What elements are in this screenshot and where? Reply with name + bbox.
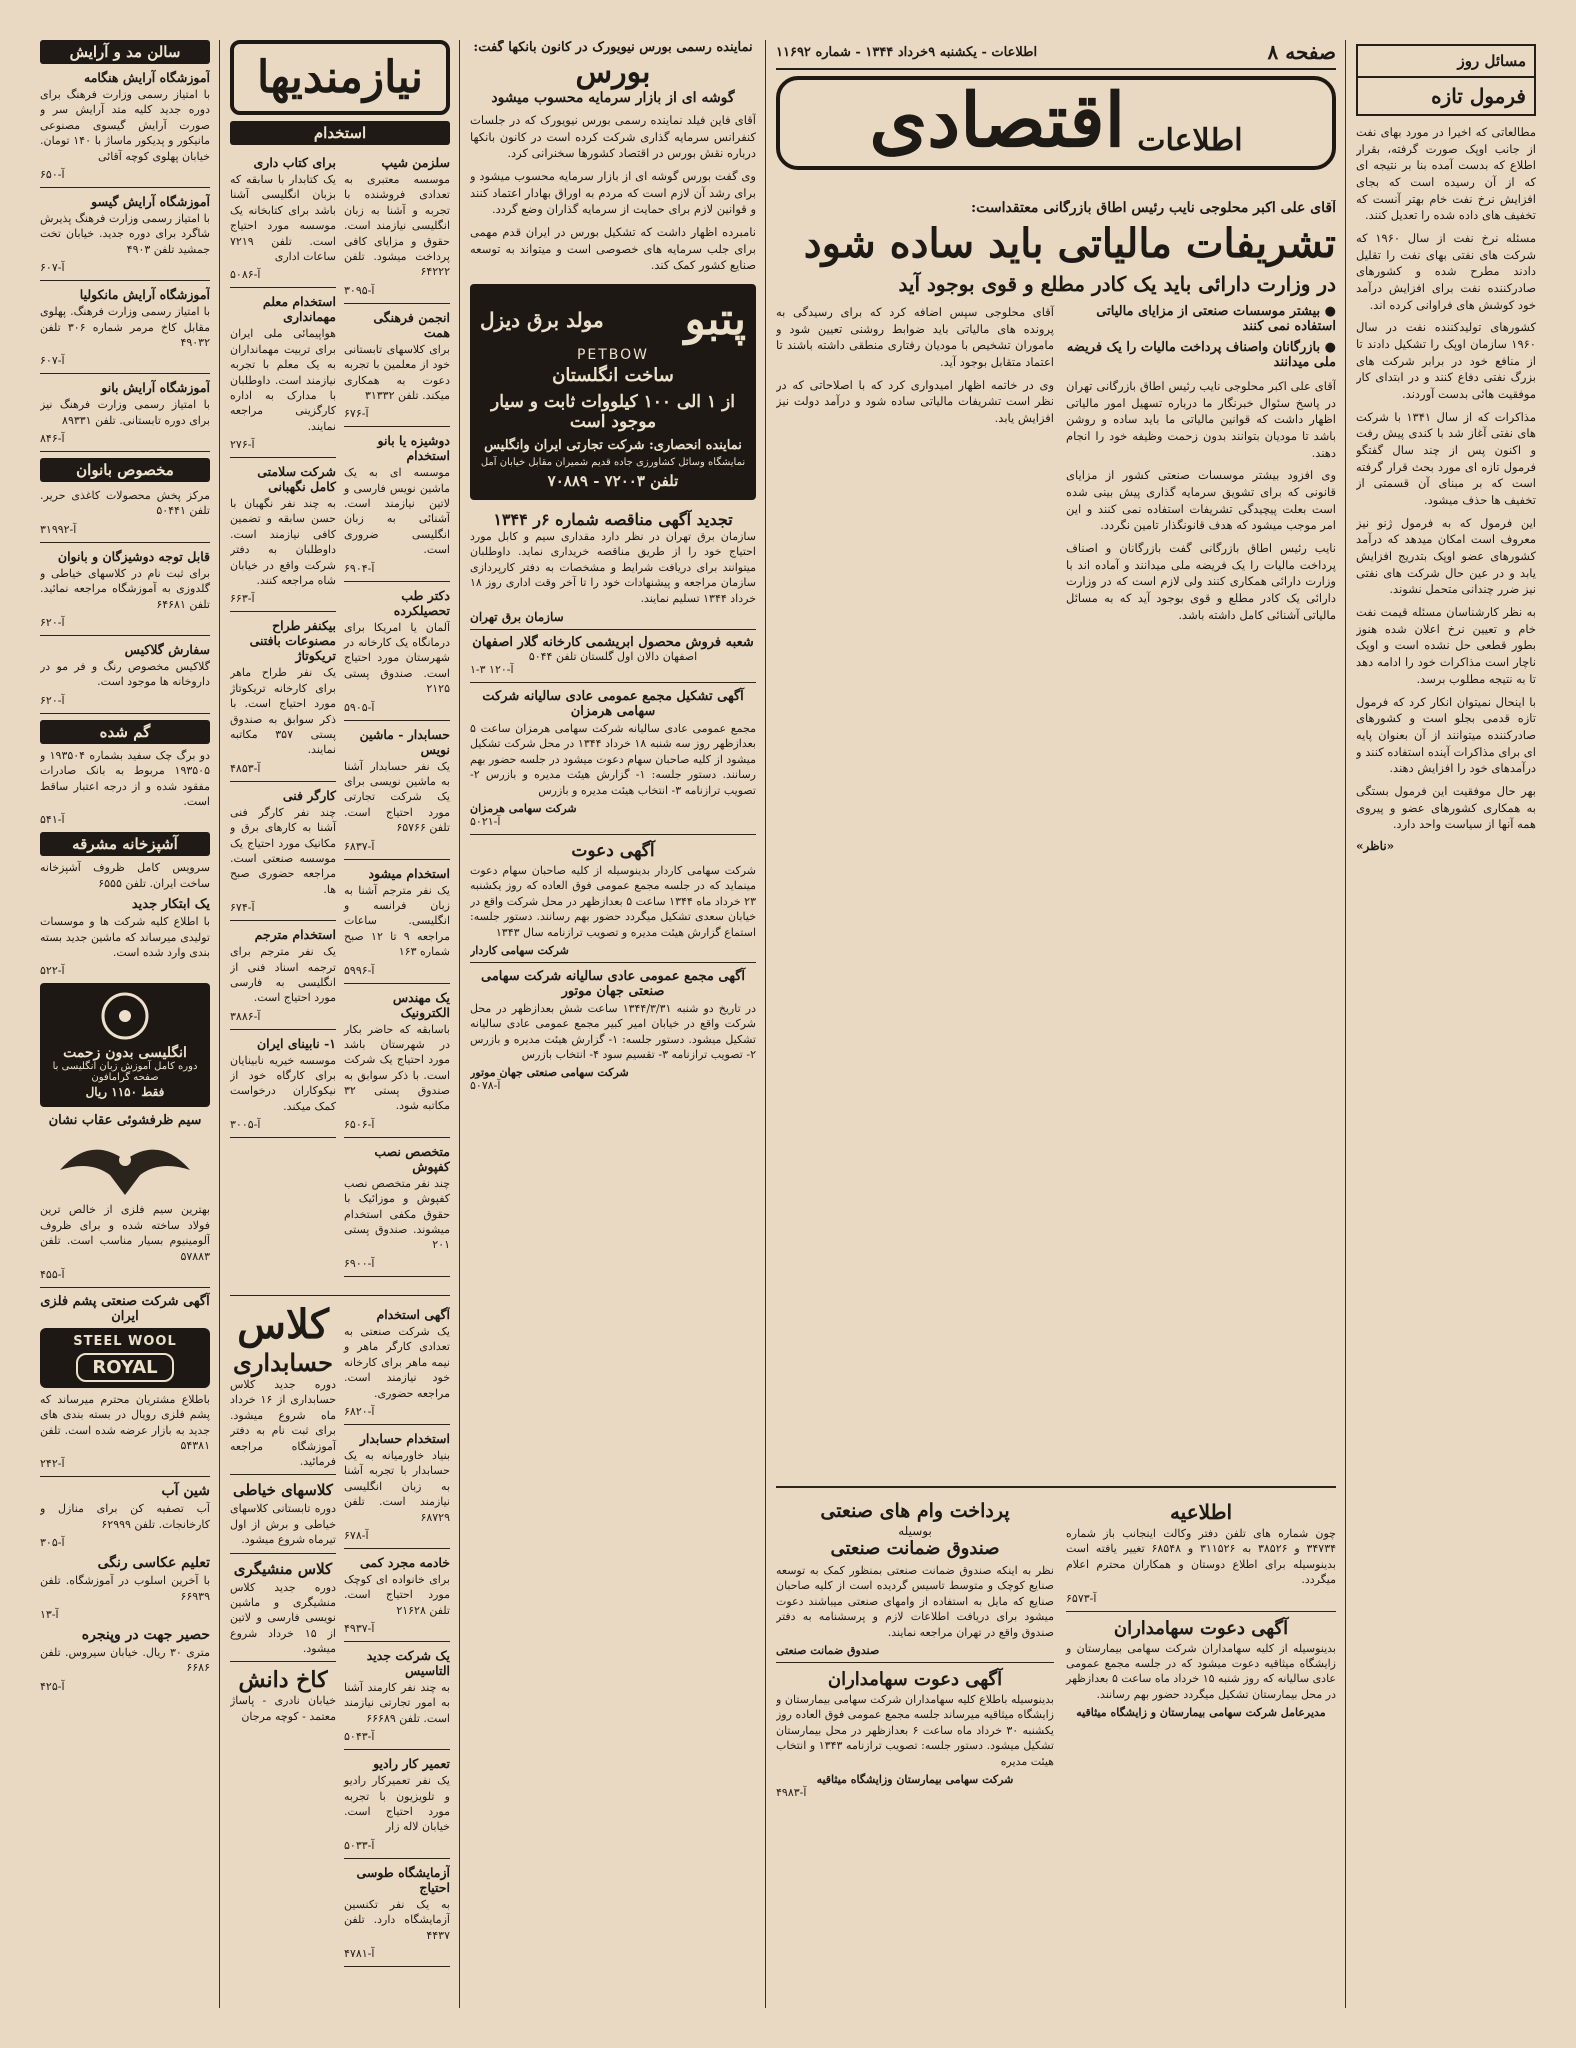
loans-signature: صندوق ضمانت صنعتی [776, 1643, 880, 1657]
ad-code: آ-۶۹۰۰ [344, 1256, 375, 1270]
classified-ad-body: آلمان یا امریکا برای درمانگاه یک کارخانه در شهرستان مورد احتیاج است. صندوق پستی ۲۱۲۵ [344, 620, 450, 696]
classified-ad-title: استخدام میشود [368, 865, 450, 881]
class3-body: دوره جدید کلاس منشیگری و ماشین نویسی فارسی و لاتین از ۱۵ خرداد شروع میشود. [230, 1580, 336, 1656]
classified-ad-body: موسسه خیریه نابینایان برای کارگاه خود از نیکوکاران درخواست کمک میکند. [230, 1053, 336, 1113]
ad-code: آ-۶۵۰ [40, 167, 65, 181]
ladies-header: مخصوص بانوان [40, 458, 210, 482]
classified-ad-body: یک نفر مترجم آشنا به زبان فرانسه و انگلیسی. ساعات مراجعه ۹ تا ۱۲ صبح شماره ۱۶۳ [344, 883, 450, 959]
steel-title: آگهی شرکت صنعتی پشم فلزی ایران [40, 1293, 210, 1324]
classified-ad-title: تعمیر کار رادیو [373, 1756, 450, 1772]
lead-paragraph: آقای علی اکبر محلوجی نایب رئیس اطاق بازرگانی تهران در پاسخ سئوال خبرنگار ما درباره تسهیل امور مالیاتی اظهار داشت که قوانین مالیاتی ما باید ساده و روشن باشد تا مودیان بتوانند بدون زحمت وظیفه خود را انجام دهند. [1066, 379, 1336, 460]
classified-ad-body: یک نفر تعمیرکار رادیو و تلویزیون با تجربه مورد احتیاج است. خیابان لاله زار [344, 1774, 450, 1834]
invite-signature: شرکت سهامی کاردار [470, 943, 569, 957]
english-course-title: انگلیسی بدون زحمت [63, 1045, 187, 1062]
classified-ad-body: برای کلاسهای تابستانی خود از معلمین با تجربه دعوت به همکاری میکند. تلفن ۳۱۳۳۲ [344, 342, 450, 402]
bourse-title: بورس [575, 55, 651, 90]
classified-ad-title: آزمایشگاه طوسی احتیاج [356, 1864, 450, 1895]
editorial-paragraph: این فرمول که به فرمول ژنو نیز معروف است امکان میدهد که درآمد کشورهای عضو اوپک بتدریج افزایش یابد و در عین حال شرکت های نفتی نیز ضرر چندانی متحمل نشوند. [1356, 515, 1536, 597]
classified-ad-body: یک نفر حسابدار آشنا به ماشین نویسی برای یک شرکت تجارتی مورد احتیاج است. تلفن ۶۵۷۶۶ [344, 759, 450, 835]
ladies-ad-title: قابل توجه دوشیزگان و بانوان [57, 548, 210, 564]
tender-body: سازمان برق تهران در نظر دارد مقداری سیم و کابل مورد احتیاج خود را از طریق مناقصه خریداری نماید. داوطلبان میتوانند برای دریافت شرایط و مشخصات به دفتر کارپردازی سازمان مراجعه و پیشنهادات خود را تا آخر وقت اداری روز ۱۸ خرداد ۱۳۴۴ تسلیم نمایند. [470, 530, 756, 605]
editorial-paragraph: بهر حال موفقیت این فرمول بستگی به همکاری کشورهای عضو و پیروی همه آنها از سیاست واحد دارد. [1356, 783, 1536, 832]
bourse-pre: نماینده رسمی بورس نیویورک در کانون بانکها گفت: [473, 40, 753, 55]
shareholders2-signature: شرکت سهامی بیمارستان وزایشگاه میثاقیه [816, 1772, 1014, 1786]
mat-title: حصیر جهت در وپنجره [81, 1627, 210, 1644]
shareholders1-title: آگهی دعوت سهامداران [1113, 1617, 1289, 1639]
ad-code: آ-۵۰۴۳ [344, 1730, 375, 1744]
palace-title: کاخ دانش [238, 1667, 328, 1694]
class2-body: دوره تابستانی کلاسهای خیاطی و برش از اول تیرماه شروع میشود. [230, 1502, 336, 1547]
mat-body: متری ۳۰ ریال. خیابان سیروس. تلفن ۶۶۸۶ [40, 1646, 210, 1675]
loans-title: پرداخت وام های صنعتی [820, 1500, 1010, 1522]
class1-title: کلاس [237, 1301, 329, 1348]
shareholders2-body: بدینوسیله باطلاع کلیه سهامداران شرکت سهامی بیمارستان و زایشگاه میثاقیه میرساند جلسه مجمع عمومی فوق العاده روز یکشنبه ۳۰ خرداد ماه ساعت ۶ بعدازظهر در محل بیمارستان تشکیل میشود. دستور جلسه: تصویب ترازنامه ۱۳۴۳ و انتخاب هیئت مدیره [776, 1692, 1054, 1768]
classified-ad-body: هواپیمائی ملی ایران برای تربیت مهمانداران به یک معلم با تجربه نیازمند است. داوطلبان با مدارک به اداره کارگزینی مراجعه نمایند. [230, 327, 336, 433]
ad-code: آ-۶۰۷ [40, 354, 65, 368]
ad-code: آ-۴۹۳۷ [344, 1622, 375, 1636]
invite-body: شرکت سهامی کاردار بدینوسیله از کلیه صاحبان سهام دعوت مینماید که در جلسه مجمع عمومی فوق العاده که روز یکشنبه ۲۳ خرداد ماه ۱۳۴۴ ساعت ۵ بعدازظهر در محل شرکت واقع در خیابان سعدی تشکیل میگردد حضور بهم رسانند. دستور جلسه: استماع گزارش هیئت مدیره و تصویب ترازنامه سال ۱۳۴۳ [470, 863, 756, 939]
classified-ad-title: استخدام مترجم [254, 927, 336, 943]
ad-code: آ-۵۲۲ [40, 964, 65, 978]
classified-ad-title: کارگر فنی [282, 787, 336, 803]
lead-paragraph: نایب رئیس اطاق بازرگانی گفت بازرگانان و اصناف پرداخت مالیات را یک فریضه ملی میدانند و آماده اند با وزارت دارائی همکاری کنند ولی لازم است که در وزارت دارائی یک کادر مطلع و قوی بوجود آید که به مسائل مالیاتی آشنائی کامل داشته باشد. [1066, 541, 1336, 622]
classified-ad-body: بنیاد خاورمیانه به یک حسابدار با تجربه آشنا به زبان انگلیسی نیازمند است. تلفن ۶۸۷۲۹ [344, 1448, 450, 1524]
ad-code: آ-۶۵۷۳ [1066, 1591, 1097, 1605]
classifieds-col-b-lower [344, 1301, 450, 1972]
ad-code: آ-۶۲۰ [40, 693, 65, 707]
lead-paragraph: آقای محلوجی سپس اضافه کرد که برای رسیدگی به پرونده های مالیاتی باید ضوابط روشنی تعیین شود و ماموران تشخیص با مودیان رفتاری منطقی داشته باشند تا اعتماد متقابل بوجود آید. [776, 305, 1054, 370]
ad-code: آ-۴۷۸۱ [344, 1946, 375, 1960]
ad-code: آ-۲۷۶ [230, 438, 255, 452]
invent-title: یک ابتکار جدید [131, 897, 210, 913]
lead-subhead: در وزارت دارائی باید یک کادر مطلع و قوی بوجود آید [898, 272, 1336, 296]
loans-org: صندوق ضمانت صنعتی [830, 1538, 1000, 1559]
classified-ad-body: چند نفر متخصص نصب کفپوش و موزائیک با حقوق مکفی استخدام میشوند. صندوق پستی ۲۰۱ [344, 1176, 450, 1252]
photo-title: تعلیم عکاسی رنگی [97, 1555, 210, 1572]
petbow-latin: PETBOW [576, 347, 650, 364]
classified-ad-title: دوشیزه یا بانو استخدام [377, 433, 450, 464]
editorial-body [1356, 124, 1536, 833]
lead-paragraph: وی افزود بیشتر موسسات صنعتی کشور از مزایای قانونی که برای تشویق سرمایه گذاری پیش بینی شده است بعلت پیچیدگی تشریفات استفاده نمی کنند و این امر موجب میشود که هدف قانونگذار تامین نگردد. [1066, 468, 1336, 533]
class2-title: کلاسهای خیاطی [233, 1481, 333, 1500]
steel-brand-1: STEEL WOOL [73, 1333, 177, 1349]
editorial-paragraph: مسئله نرخ نفت از سال ۱۹۶۰ که شرکت های نفتی بهای نفت را تقلیل دادند مطرح شده و کشورهای صادرکننده نفت برای افزایش درآمد خود کوشش های فراوانی کرده اند. [1356, 231, 1536, 312]
editorial-paragraph: مطالعاتی که اخیرا در مورد بهای نفت از جانب اوپک صورت گرفته، بقرار اطلاع که بدست آمده بنا بر نتیجه ای که از آن رسیده است که بجای افزایش نرخ نفت خام بهتر آنست که تخفیف های داده شده را تعدیل کنند. [1356, 125, 1536, 223]
classifieds [230, 40, 450, 1282]
classified-ad-body: یک نفر طراح ماهر برای کارخانه تریکوتاژ مورد احتیاج است. با ذکر سوابق به صندوق پستی ۳۵۷ مکاتبه نمایند. [230, 666, 336, 757]
editorial-paragraph: مذاکرات که از سال ۱۳۴۱ با شرکت های نفتی آغاز شد با کندی پیش رفت و اکنون پس از چند سال گفتگو فرمول تازه ای مورد بحث قرار گرفته است که بر مبنای آن قسمتی از تخفیف ها حذف میشود. [1356, 409, 1536, 508]
beauty-ad-title: آموزشگاه آرایش مانکولیا [79, 287, 210, 303]
classified-ad-body: به یک نفر تکنسین آزمایشگاه دارد. تلفن ۴۴۳۷ [344, 1897, 450, 1942]
wire-title: سیم ظرفشوئی عقاب نشان [48, 1113, 202, 1129]
classified-ad-title: ۱- نابینای ایران [256, 1035, 336, 1051]
classified-ad-title: دکتر طب تحصیلکرده [393, 587, 450, 618]
classified-ad-body: یک شرکت صنعتی به تعدادی کارگر ماهر و نیمه ماهر برای کارخانه خود نیازمند است. مراجعه حضوری. [344, 1325, 450, 1400]
ad-code: آ-۶۷۶ [344, 407, 369, 421]
ad-code: آ-۶۸۳۷ [344, 839, 375, 853]
classified-ad-body: یک نفر مترجم برای ترجمه اسناد فنی از انگلیسی به فارسی مورد احتیاج است. [230, 945, 336, 1005]
english-course-ad [40, 983, 210, 1107]
ad-code: آ-۵۰۸۶ [230, 268, 261, 282]
class1-sub: حسابداری [233, 1348, 333, 1377]
photo-body: با آخرین اسلوب در آموزشگاه. تلفن ۶۶۹۳۹ [40, 1574, 210, 1603]
lead-bullet: ● بیشتر موسسات صنعتی از مزایای مالیاتی استفاده نمی کنند [1096, 304, 1336, 334]
meeting1-signature: شرکت سهامی هرمزان [470, 801, 577, 815]
petbow-phone: تلفن ۷۲۰۰۳ - ۷۰۸۸۹ [547, 472, 679, 491]
announcement-body: چون شماره های تلفن دفتر وکالت اینجانب باز شماره ۳۴۷۳۴ و ۳۸۵۲۶ به ۳۱۱۵۲۶ و ۶۸۵۴۸ تغییر یافته است بدینوسیله برای اطلاع دوستان و همکاران محترم اعلام میگردد. [1066, 1527, 1336, 1587]
classified-ad-body: یک کتابدار با سابقه که بزبان انگلیسی آشنا باشد برای کتابخانه یک موسسه مورد احتیاج است. تلفن ۷۲۱۹ ساعات اداری [230, 173, 336, 263]
tender-title: تجدید آگهی مناقصه شماره ۶ر ۱۳۴۴ [493, 510, 733, 530]
classes-block [230, 1290, 450, 1972]
ad-code: آ-۸۴۶ [40, 432, 65, 446]
beauty-ad-title: آموزشگاه آرایش هنگامه [84, 70, 210, 85]
page-header [776, 40, 1336, 190]
ad-code: آ-۲۴۲ [40, 1457, 65, 1471]
classified-ad-body: موسسه معتبری به تعدادی فروشنده با تجربه و آشنا به زبان انگلیسی نیازمند است. حقوق و مزایای کافی پرداخت میشود. تلفن ۶۴۲۲۲ [344, 173, 450, 279]
classified-ad-body: باسابقه که حاضر بکار در شهرستان باشد مورد احتیاج یک شرکت است. با ذکر سوابق به صندوق پستی ۳۲ مکاتبه شود. [344, 1022, 450, 1113]
meeting1-title: آگهی تشکیل مجمع عمومی عادی سالیانه شرکت سهامی هرمزان [482, 689, 744, 719]
classified-ad-body: موسسه ای به یک ماشین نویس فارسی و لاتین نیازمند است. آشنائی به زبان انگلیسی ضروری است. [344, 466, 450, 557]
loans-body: نظر به اینکه صندوق ضمانت صنعتی بمنظور کمک به توسعه صنایع کوچک و متوسط تاسیس گردیده است از کلیه صاحبان صنایع که مایل به استفاده از وامهای صنعتی میباشند دعوت میشود برای دریافت اطلاعات لازم و پرسشنامه به دفتر صندوق واقع در تهران مراجعه نمایند. [776, 1564, 1054, 1639]
classified-ad-title: شرکت سلامتی کامل نگهبانی [257, 464, 336, 495]
classified-ad-body: به چند نفر نگهبان با حسن سابقه و تضمین کافی نیازمند است. داوطلبان به دفتر شرکت واقع در خیابان شاه مراجعه کنند. [230, 497, 336, 588]
class3-title: کلاس منشیگری [233, 1559, 333, 1578]
ad-code: آ-۵۰۷۸ [470, 1079, 501, 1093]
ad-code: ۱-۳ آ-۱۲۰ [470, 663, 514, 676]
page-number: صفحه ۸ [1267, 40, 1336, 64]
english-course-body: دوره کامل آموزش زبان انگلیسی با صفحه گرامافون [52, 1061, 198, 1084]
loans-by: بوسیله [898, 1524, 932, 1538]
ad-code: آ-۵۹۹۶ [344, 963, 375, 977]
classified-ad-title: انجمن فرهنگی همت [373, 309, 450, 340]
shareholders1-body: بدینوسیله از کلیه سهامداران شرکت سهامی بیمارستان و زایشگاه میثاقیه دعوت میشود که در جلسه مجمع عمومی عادی سالیانه که روز شنبه ۱۵ خرداد ماه ساعت ۵ بعدازظهر در محل بیمارستان تشکیل میگردد حضور بهم رسانند. [1066, 1641, 1336, 1701]
editorial-paragraph: کشورهای تولیدکننده نفت در سال ۱۹۶۰ سازمان اوپک را تشکیل دادند تا از منافع خود در برابر شرکت های بزرگ نفتی دفاع کنند و در ابتدای کار موفقیت هائی بدست آوردند. [1356, 320, 1536, 402]
petbow-brand: پتبو [684, 294, 746, 346]
ad-code: آ-۵۰۳۳ [344, 1838, 375, 1852]
ad-code: آ-۴۸۵۳ [230, 761, 261, 775]
newspaper-page [40, 40, 1536, 2008]
silk-ad-body: اصفهان دالان اول گلستان تلفن ۵۰۴۴ [528, 650, 698, 663]
ad-code: آ-۶۵۰۶ [344, 1117, 375, 1131]
petbow-agent: نماینده انحصاری: شرکت تجارتی ایران وانگلیس [484, 438, 742, 454]
ad-code: آ-۳۰۹۵ [344, 283, 375, 297]
petbow-address: نمایشگاه وسائل کشاورزی جاده قدیم شمیران مقابل خیابان آمل [480, 457, 746, 469]
kitchen-body: سرویس کامل ظروف آشپزخانه ساخت ایران. تلفن ۶۵۵۵ [40, 861, 210, 890]
ad-code: آ-۶۹۰۴ [344, 561, 375, 575]
bourse-paragraph: آقای فاین فیلد نماینده رسمی بورس نیویورک که در جلسات کنفرانس سرمایه گذاری شرکت کرده است در کانون بانکها درباره نقش بورس در اقتصاد کشورها سخنرانی کرد. [470, 113, 756, 161]
lead-deck: آقای علی اکبر محلوجی نایب رئیس اطاق بازرگانی معتقداست: [970, 200, 1336, 216]
classified-ad-body: برای خانواده ای کوچک مورد احتیاج است. تلفن ۲۱۶۲۸ [344, 1572, 450, 1617]
record-icon [95, 991, 155, 1041]
editorial-kicker: مسائل روز [1358, 46, 1534, 78]
ad-code: آ-۵۰۲۱ [470, 814, 501, 828]
editorial-column [1356, 40, 1536, 853]
ladies-ad-body: گلاکیس مخصوص رنگ و فر مو در داروخانه ها موجود است. [40, 660, 210, 689]
invite-title: آگهی دعوت [571, 840, 655, 861]
kitchen-header: آشپزخانه مشرقه [40, 832, 210, 856]
classified-ad-title: خادمه مجرد کمی [359, 1554, 450, 1570]
classified-ad-title: بیکنفر طراح مصنوعات بافتنی تریکوتاژ [249, 618, 336, 664]
classified-ad-title: استخدام معلم مهمانداری [262, 294, 336, 325]
shareholders2-title: آگهی دعوت سهامداران [827, 1668, 1003, 1690]
shareholders1-signature: مدیرعامل شرکت سهامی بیمارستان و زایشگاه میثاقیه [1076, 1706, 1326, 1720]
ad-code: آ-۴۲۵ [40, 1679, 65, 1693]
bourse-paragraph: وی گفت بورس گوشه ای از بازار سرمایه محسوب میشود و برای رشد آن لازم است که مردم به اوراق بهادار اعتماد کنند و قوانین لازم برای حمایت از سرمایه گذاران وضع گردد. [470, 169, 756, 217]
classified-ad-title: برای کتاب داری [253, 155, 336, 170]
editorial-signature: «ناظر» [1356, 838, 1395, 853]
meeting2-signature: شرکت سهامی صنعتی جهان موتور [470, 1066, 629, 1080]
announcement-title: اطلاعیه [1169, 1500, 1233, 1524]
issue-line: اطلاعات - یکشنبه ۹خرداد ۱۳۴۴ - شماره ۱۱۶۹۲ [776, 44, 1038, 60]
classified-ad-title: یک مهندس الکترونیک [392, 989, 450, 1020]
invent-body: با اطلاع کلیه شرکت ها و موسسات تولیدی میرساند که ماشین جدید بسته بندی وارد شده است. [40, 915, 210, 959]
beauty-ad-body: با امتیاز رسمی وزارت فرهنگ برای دوره جدید کلیه متد آرایش سر و صورت آرایش گیسوی مصنوعی مانیکور و پدیکور ماساژ با ۱۴۰ تومان. خیابان پهلوی کوچه آقائی [40, 88, 210, 163]
lost-header: گم شده [40, 720, 210, 744]
beauty-ad-title: آموزشگاه آرایش گیسو [91, 193, 210, 209]
classified-ad-title: آگهی استخدام [376, 1307, 450, 1322]
beauty-ad-title: آموزشگاه آرایش بانو [101, 380, 210, 396]
editorial-title: فرمول تازه [1431, 84, 1526, 108]
editorial-paragraph: با اینحال نمیتوان انکار کرد که فرمول تازه قدمی بجلو است و کشورهای صادرکننده میتوانند از آن بعنوان پایه ای برای مذاکرات آینده استفاده کنند و درآمدهای خود را افزایش دهند. [1356, 694, 1536, 776]
classified-ad-title: سلزمن شیپ [381, 155, 450, 170]
classifieds-col-b [344, 149, 450, 1282]
ladies-list [40, 488, 210, 714]
classifieds-banner [230, 40, 450, 115]
meeting1-body: مجمع عمومی عادی سالیانه شرکت سهامی هرمزان ساعت ۵ بعدازظهر روز سه شنبه ۱۸ خرداد ۱۳۴۴ در محل شرکت تشکیل میشود از کلیه صاحبان سهام دعوت میشود در جلسه حضور بهم رسانند. دستور جلسه: ۱- گزارش هیئت مدیره و بازرس ۲- تصویب ترازنامه ۳- انتخاب هیئت مدیره و بازرس [470, 722, 756, 797]
ad-code: آ-۶۷۸ [344, 1528, 369, 1542]
ad-code: آ-۶۷۴ [230, 901, 255, 915]
class1-body: دوره جدید کلاس حسابداری از ۱۶ خرداد ماه شروع میشود. برای ثبت نام به دفتر آموزشگاه مراجعه فرمائید. [230, 1378, 337, 1468]
lower-middle [776, 1480, 1336, 1805]
petbow-title: مولد برق دیزل [480, 307, 604, 332]
ladies-ad-body: مرکز پخش محصولات کاغذی حریر. تلفن ۵۰۴۴۱ [40, 489, 210, 518]
bourse-subtitle: گوشه ای از بازار سرمایه محسوب میشود [491, 90, 735, 106]
beauty-ad-body: با امتیاز رسمی وزارت فرهنگ. پهلوی مقابل کاخ مرمر شماره ۳۰۶ تلفن ۴۹۰۳۲ [40, 305, 210, 349]
ad-code: آ-۳۰۰۵ [230, 1118, 261, 1132]
ad-code: آ-۵۴۱ [40, 813, 65, 827]
ad-code: آ-۱۳ [40, 1608, 59, 1622]
masthead [776, 76, 1336, 170]
steel-body: باطلاع مشتریان محترم میرساند که پشم فلزی رویال در بسته بندی های جدید به بازار عرضه شده است. تلفن ۵۴۳۸۱ [40, 1392, 210, 1453]
masthead-big: اقتصادی [869, 78, 1126, 164]
bourse-paragraph: نامبرده اظهار داشت که تشکیل بورس در ایران قدم مهمی برای جلب سرمایه های خصوصی است و میتواند به توسعه صنایع کشور کمک کند. [470, 225, 756, 273]
ad-code: آ-۴۵۵ [40, 1267, 65, 1281]
classified-ad-title: استخدام حسابدار [359, 1430, 450, 1446]
steel-brand-2: ROYAL [76, 1353, 173, 1382]
eagle-icon [50, 1130, 200, 1200]
classifieds-banner-title: نیازمندیها [256, 52, 424, 103]
left-column [40, 40, 210, 1699]
ad-code: آ-۶۲۰ [40, 616, 65, 630]
classified-ad-title: یک شرکت جدید التاسیس [366, 1648, 450, 1679]
petbow-made-in: ساخت انگلستان [552, 365, 674, 387]
beauty-ad-body: با امتیاز رسمی وزارت فرهنگ نیز برای دوره تابستانی. تلفن ۸۹۳۳۱ [40, 398, 210, 427]
blinds-title: شین آب [161, 1483, 210, 1500]
blinds-body: آب تصفیه کن برای منازل و کارخانجات. تلفن ۶۲۹۹۹ [40, 1502, 210, 1531]
ad-code: آ-۶۶۳ [230, 592, 255, 606]
beauty-list [40, 70, 210, 452]
classifieds-col-a [230, 149, 336, 1282]
classified-ad-body: چند نفر کارگر فنی آشنا به کارهای برق و مکانیک مورد احتیاج یک موسسه صنعتی است. مراجعه حضوری صبح ها. [230, 805, 336, 896]
ad-code: آ-۴۹۸۳ [776, 1785, 807, 1799]
classified-ad-title: متخصص نصب کفپوش [374, 1143, 450, 1174]
lead-bullet: ● بازرگانان واصناف پرداخت مالیات را یک فریضه ملی میدانند [1066, 340, 1336, 370]
editorial-paragraph: به نظر کارشناسان مسئله قیمت نفت خام و تعیین نرخ اعلان شده هنوز بطور قطعی حل نشده است و اوپک ناچار است مذاکرات خود را ادامه دهد تا به نتیجه مطلوب برسد. [1356, 605, 1536, 686]
english-course-price: فقط ۱۱۵۰ ریال [85, 1085, 165, 1100]
ad-code: آ-۳۸۸۶ [230, 1009, 261, 1023]
ad-code: آ-۳۰۵ [40, 1536, 65, 1550]
ladies-ad-title: سفارش گلاکیس [124, 642, 210, 658]
beauty-ad-body: با امتیاز رسمی وزارت فرهنگ پذیرش شاگرد برای دوره جدید. خیابان تخت جمشید تلفن ۴۹۰۳ [40, 211, 210, 256]
palace-body: خیابان نادری - پاساژ معتمد - کوچه مرجان [230, 1694, 336, 1723]
masthead-small: اطلاعات [1137, 123, 1243, 158]
lead-headline: تشریفات مالیاتی باید ساده شود [803, 220, 1336, 267]
tender-signature: سازمان برق تهران [470, 610, 564, 624]
lead-paragraph: وی در خاتمه اظهار امیدواری کرد که با اصلاحاتی که در نظر است تشریفات مالیاتی ساده شود و درآمد دولت نیز افزایش یابد. [776, 377, 1054, 426]
meeting2-title: آگهی مجمع عمومی عادی سالیانه شرکت سهامی صنعتی جهان موتور [481, 968, 745, 999]
petbow-range: از ۱ الی ۱۰۰ کیلووات ثابت و سیار موجود است [491, 392, 735, 433]
classified-ad-body: به چند نفر کارمند آشنا به امور تجارتی نیازمند است. تلفن ۶۶۶۸۹ [344, 1681, 450, 1725]
petbow-ad [470, 284, 756, 500]
ad-code: آ-۶۰۷ [40, 261, 65, 275]
meeting2-body: در تاریخ دو شنبه ۱۳۴۴/۳/۳۱ ساعت شش بعدازظهر در محل شرکت واقع در خیابان امیر کبیر مجمع عمومی عادی سالیانه تشکیل میشود. دستور جلسه: ۱- گزارش هیئت مدیره و بازرس ۲- تصویب ترازنامه ۳- تقسیم سود ۴- انتخاب بازرس [470, 1001, 756, 1062]
steel-wool-package [40, 1328, 210, 1388]
wire-body: بهترین سیم فلزی از خالص ترین فولاد ساخته شده و برای ظروف آلومینیوم بسیار مناسب است. تلفن ۵۷۸۸۳ [40, 1203, 210, 1263]
lead-story [776, 200, 1336, 629]
lost-body: دو برگ چک سفید بشماره ۱۹۳۵۰۴ و ۱۹۳۵۰۵ مربوط به بانک صادرات مفقود شده و از درجه اعتبار ساقط است. [40, 748, 210, 808]
employment-header: استخدام [230, 121, 450, 145]
ad-code: آ-۶۸۲۰ [344, 1404, 375, 1418]
silk-ad-title: شعبه فروش محصول ابریشمی کارخانه گلار اصفهان [472, 635, 754, 650]
beauty-header: سالن مد و آرایش [40, 40, 210, 64]
editorial-box [1356, 44, 1536, 116]
classified-ad-title: حسابدار - ماشین نویس [359, 726, 450, 757]
ad-code: آ-۳۱۹۹۲ [40, 522, 77, 536]
ladies-ad-body: برای ثبت نام در کلاسهای خیاطی و گلدوزی به آموزشگاه مراجعه نمائید. تلفن ۶۴۶۸۱ [40, 566, 210, 611]
ad-code: آ-۵۹۰۵ [344, 700, 375, 714]
center-column [470, 40, 756, 1098]
